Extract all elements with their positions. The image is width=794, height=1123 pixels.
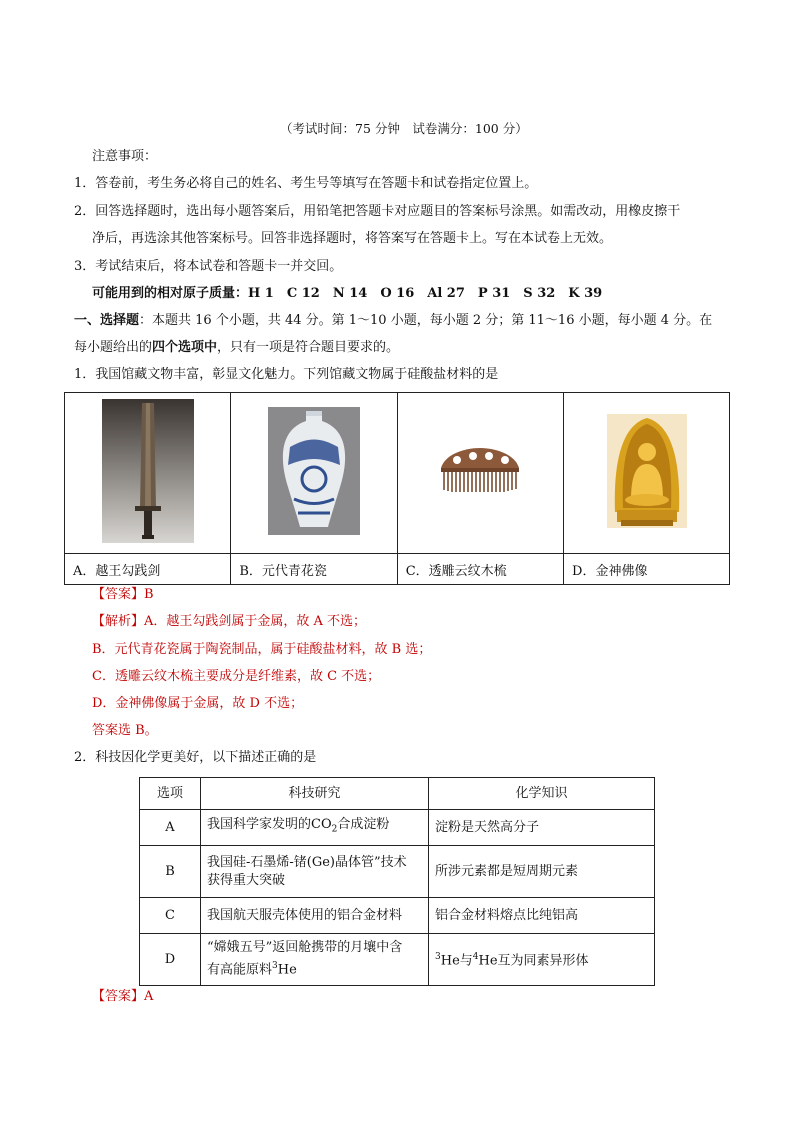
section-desc: ：本题共 16 个小题，共 44 分。第 1～10 小题，每小题 2 分；第 11～16 小题，每小题 4 分。在 (139, 313, 713, 328)
table-row (140, 810, 655, 846)
blue-white-vase-icon (268, 407, 360, 535)
q2-row-b-option: B (140, 846, 201, 898)
section-title: 一、选择题 (74, 313, 140, 328)
research-text: 我国科学家发明的 (207, 817, 312, 833)
option-c-image-cell (397, 393, 563, 554)
note-item-2: 2．回答选择题时，选出每小题答案后，用铅笔把答题卡对应题目的答案标号涂黑。如需改动，用橡皮擦干 (74, 204, 681, 219)
wooden-comb-icon (435, 446, 525, 496)
q2-answer (92, 988, 153, 1006)
research-text: 有高能原料 (207, 962, 273, 978)
q2-row-b-research (201, 846, 429, 898)
answer-tag: 【答案】 (92, 989, 145, 1004)
isotope-mass: 3 (435, 952, 441, 963)
research-line-2: 获得重大突破 (207, 872, 286, 888)
option-d-image-cell (564, 393, 730, 554)
q1-analysis-d: D．金神佛像属于金属，故 D 不选； (92, 696, 304, 711)
q1-analysis-b: B．元代青花瓷属于陶瓷制品，属于硅酸盐材料，故 B 选； (92, 642, 432, 657)
research-line-1: “嫦娥五号”返回舱携带的月壤中含 (207, 940, 403, 956)
q1-analysis-c: C．透雕云纹木梳主要成分是纤维素，故 C 不选； (92, 669, 381, 684)
option-a-image-cell (65, 393, 231, 554)
note-item-2-cont: 净后，再选涂其他答案标号。回答非选择题时，将答案写在答题卡上。写在本试卷上无效。 (92, 231, 613, 246)
q1-conclusion: 答案选 B。 (92, 723, 158, 738)
answer-tag: 【答案】 (92, 587, 145, 602)
q2-row-d-option: D (140, 934, 201, 986)
isotope-mass: 3 (272, 961, 278, 972)
notes-title: 注意事项： (92, 149, 158, 164)
q2-header-knowledge: 化学知识 (429, 778, 655, 810)
table-row (140, 934, 655, 986)
section-text-a: 每小题给出的 (74, 340, 153, 355)
q2-row-a-knowledge: 淀粉是天然高分子 (429, 810, 655, 846)
table-row (140, 898, 655, 934)
q1-stem: 1．我国馆藏文物丰富，彰显文化魅力。下列馆藏文物属于硅酸盐材料的是 (74, 367, 499, 382)
q2-row-a-research (201, 810, 429, 846)
bronze-sword-icon (102, 399, 194, 543)
answer-value: B (144, 587, 154, 602)
atomic-masses: 可能用到的相对原子质量：H 1 C 12 N 14 O 16 Al 27 P 31 S 32 K 39 (92, 286, 603, 301)
q2-row-c-option: C (140, 898, 201, 934)
isotope-mass: 4 (472, 952, 479, 963)
analysis-line-a: A．越王勾践剑属于金属，故 A 不选； (144, 614, 367, 629)
q2-header-research: 科技研究 (201, 778, 429, 810)
q1-options-table (64, 392, 730, 585)
q2-row-b-knowledge: 所涉元素都是短周期元素 (429, 846, 655, 898)
q1-analysis-a (92, 613, 366, 631)
q2-row-d-research (201, 934, 429, 986)
research-line-2 (207, 957, 422, 979)
section-intro (74, 312, 712, 330)
q2-header-option: 选项 (140, 778, 201, 810)
q2-row-c-research: 我国航天服壳体使用的铝合金材料 (201, 898, 429, 934)
table-row (140, 846, 655, 898)
q2-table (139, 777, 655, 986)
note-item-3: 3．考试结束后，将本试卷和答题卡一并交回。 (74, 259, 343, 274)
option-c-label: C．透雕云纹木梳 (397, 554, 563, 585)
exam-info: （考试时间：75 分钟 试卷满分：100 分） (280, 121, 528, 136)
answer-value: A (144, 989, 154, 1004)
section-text-c: ，只有一项是符合题目要求的。 (217, 340, 400, 355)
q2-stem: 2．科技因化学更美好，以下描述正确的是 (74, 750, 317, 765)
note-item-1: 1．答卷前，考生务必将自己的姓名、考生号等填写在答题卡和试卷指定位置上。 (74, 176, 538, 191)
q2-row-c-knowledge: 铝合金材料熔点比纯铝高 (429, 898, 655, 934)
research-line-1: 我国硅-石墨烯-锗(Ge)晶体管”技术 (207, 854, 407, 870)
analysis-tag: 【解析】 (92, 614, 145, 629)
chem-formula: CO (311, 817, 332, 833)
research-tail: 合成淀粉 (337, 817, 390, 833)
q2-row-a-option: A (140, 810, 201, 846)
section-text-b: 四个选项中 (152, 340, 218, 355)
isotope-element: He (277, 962, 297, 978)
q1-answer (92, 586, 154, 604)
chem-subscript: 2 (331, 824, 338, 835)
q2-row-d-knowledge (429, 934, 655, 986)
option-b-image-cell (231, 393, 397, 554)
isotope-element: He互为同素异形体 (478, 953, 589, 969)
option-a-label: A．越王勾践剑 (65, 554, 231, 585)
golden-buddha-icon (607, 414, 687, 528)
option-b-label: B．元代青花瓷 (231, 554, 397, 585)
section-intro-2 (74, 339, 399, 357)
isotope-element: He与 (440, 953, 473, 969)
option-d-label: D．金神佛像 (564, 554, 730, 585)
